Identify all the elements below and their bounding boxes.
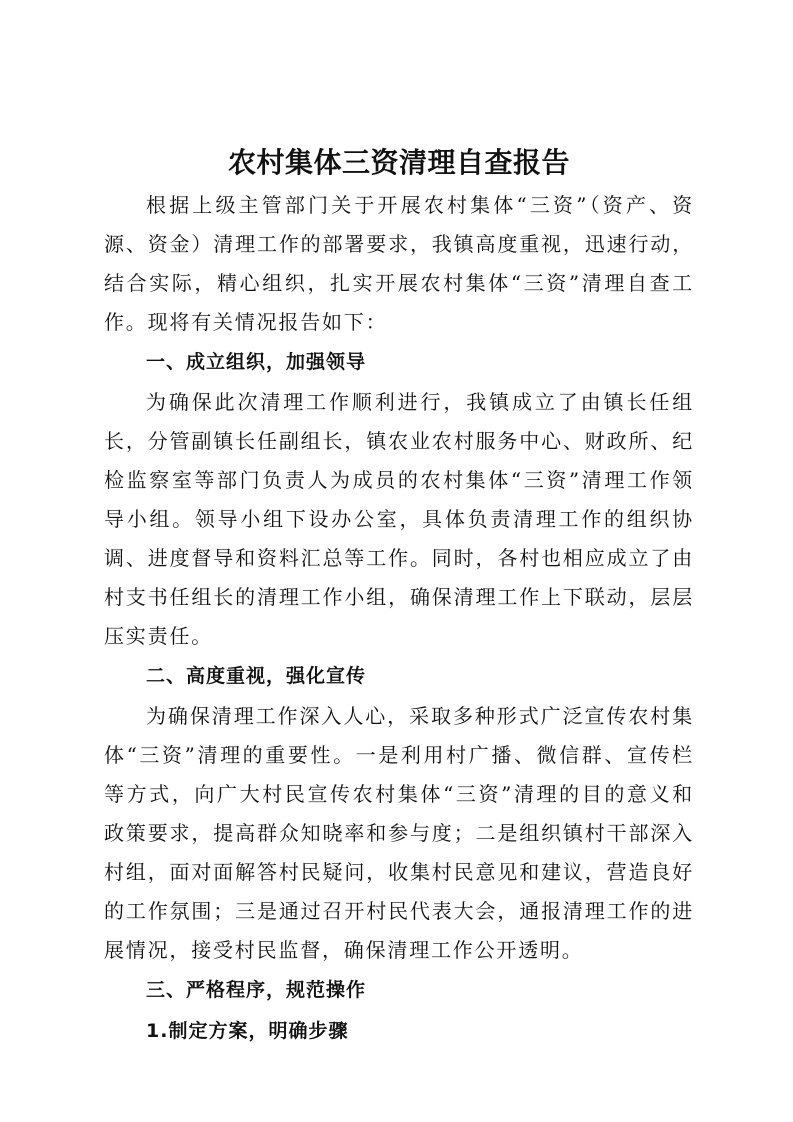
section-body-2: 为确保清理工作深入人心，采取多种形式广泛宣传农村集体“三资”清理的重要性。一是利用村广播、微信群、宣传栏等方式，向广大村民宣传农村集体“三资”清理的目的意义和政策要求，提高群众知晓率和参与度；二是组织镇村干部深入村组，面对面解答村民疑问，收集村民意见和建议，营造良好的工作氛围；三是通过召开村民代表大会，通报清理工作的进展情况，接受村民监督，确保清理工作公开透明。 xyxy=(104,704,694,962)
section-heading-2: 二、高度重视，强化宣传 xyxy=(146,665,367,687)
section-body-1: 为确保此次清理工作顺利进行，我镇成立了由镇长任组长，分管副镇长任副组长，镇农业农村服务中心、财政所、纪检监察室等部门负责人为成员的农村集体“三资”清理工作领导小组。领导小组下设办公室，具体负责清理工作的组织协调、进度督导和资料汇总等工作。同时，各村也相应成立了由村支书任组长的清理工作小组，确保清理工作上下联动，层层压实责任。 xyxy=(104,390,694,648)
subsection-heading-3-1: 1.制定方案，明确步骤 xyxy=(146,1020,349,1042)
document-title: 农村集体三资清理自查报告 xyxy=(227,146,570,179)
document-body xyxy=(104,140,694,1052)
intro-paragraph: 根据上级主管部门关于开展农村集体“三资”（资产、资源、资金）清理工作的部署要求，我镇高度重视，迅速行动，结合实际，精心组织，扎实开展农村集体“三资”清理自查工作。现将有关情况报告如下： xyxy=(104,193,694,334)
section-heading-3: 三、严格程序，规范操作 xyxy=(146,979,367,1001)
section-heading-1: 一、成立组织，加强领导 xyxy=(146,351,367,373)
